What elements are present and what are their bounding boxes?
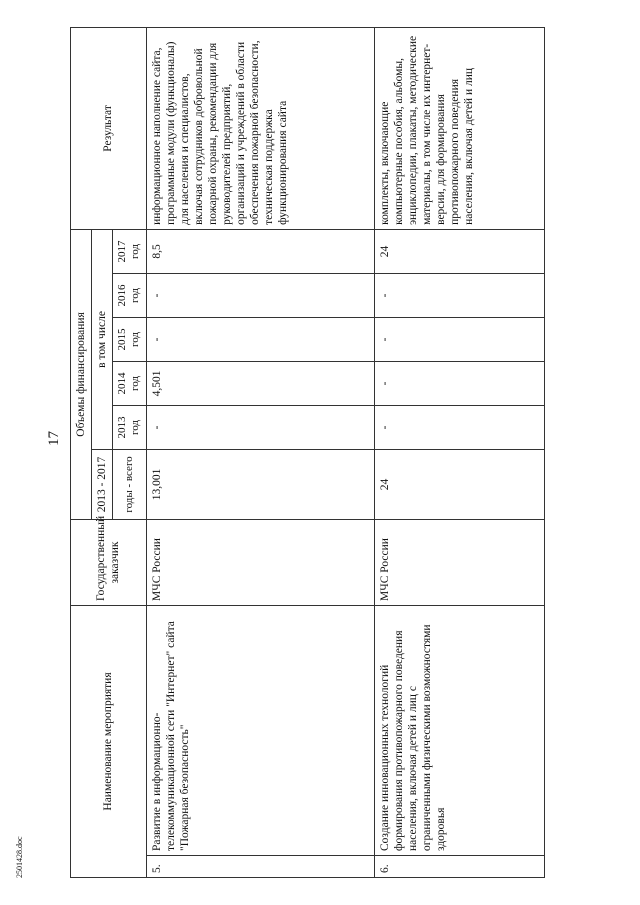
row-index: 6.	[374, 856, 544, 878]
row-2014: -	[374, 361, 544, 405]
row-result: комплекты, включающие компьютерные пособия, альбомы, энциклопедии, плакаты, методические материалы, в том числе их интернет-версии, для формирования противопожарного поведения населения, включая детей и лиц	[374, 27, 544, 229]
row-total: 24	[374, 449, 544, 519]
footer-document-id: 2501428.doc	[15, 836, 24, 878]
row-2015: -	[374, 317, 544, 361]
header-result: Результат	[71, 27, 147, 229]
row-index: 5.	[146, 856, 374, 878]
row-2013: -	[146, 405, 374, 449]
header-name: Наименование мероприятия	[71, 605, 147, 877]
header-including: в том числе	[92, 229, 113, 449]
funding-table-rotated	[70, 28, 630, 878]
header-year-2017: 2017 год	[113, 229, 147, 273]
row-2013: -	[374, 405, 544, 449]
header-year-2015: 2015 год	[113, 317, 147, 361]
row-name: Развитие в информационно-телекоммуникационной сети "Интернет" сайта "Пожарная безопасность"	[146, 605, 374, 855]
row-2015: -	[146, 317, 374, 361]
page-number: 17	[46, 431, 62, 446]
header-funding: Объемы финансирования	[71, 229, 92, 519]
row-result: информационное наполнение сайта, программные модули (функционалы) для населения и специалистов, включая сотрудников добровольной пожарной охраны, рекомендации для руководителей предприятий, организаций и учреждений в области обеспечения пожарной безопасности, техническая поддержка функционирования сайта	[146, 27, 374, 229]
row-name: Создание инновационных технологий формирования противопожарного поведения населения, включая детей и лиц с ограниченными физическими возможностями здоровья	[374, 605, 544, 855]
row-2016: -	[374, 273, 544, 317]
header-year-2016: 2016 год	[113, 273, 147, 317]
header-customer: Государственный заказчик	[71, 519, 147, 605]
row-2017: 24	[374, 229, 544, 273]
row-2016: -	[146, 273, 374, 317]
header-year-2013: 2013 год	[113, 405, 147, 449]
row-2017: 8,5	[146, 229, 374, 273]
row-customer: МЧС России	[146, 519, 374, 605]
header-total-label: годы - всего	[113, 449, 147, 519]
header-total-period: 2013 - 2017	[92, 449, 113, 519]
row-total: 13,001	[146, 449, 374, 519]
header-year-2014: 2014 год	[113, 361, 147, 405]
row-customer: МЧС России	[374, 519, 544, 605]
table-row	[146, 27, 374, 877]
funding-table	[70, 27, 545, 878]
table-row	[374, 27, 544, 877]
row-2014: 4,501	[146, 361, 374, 405]
